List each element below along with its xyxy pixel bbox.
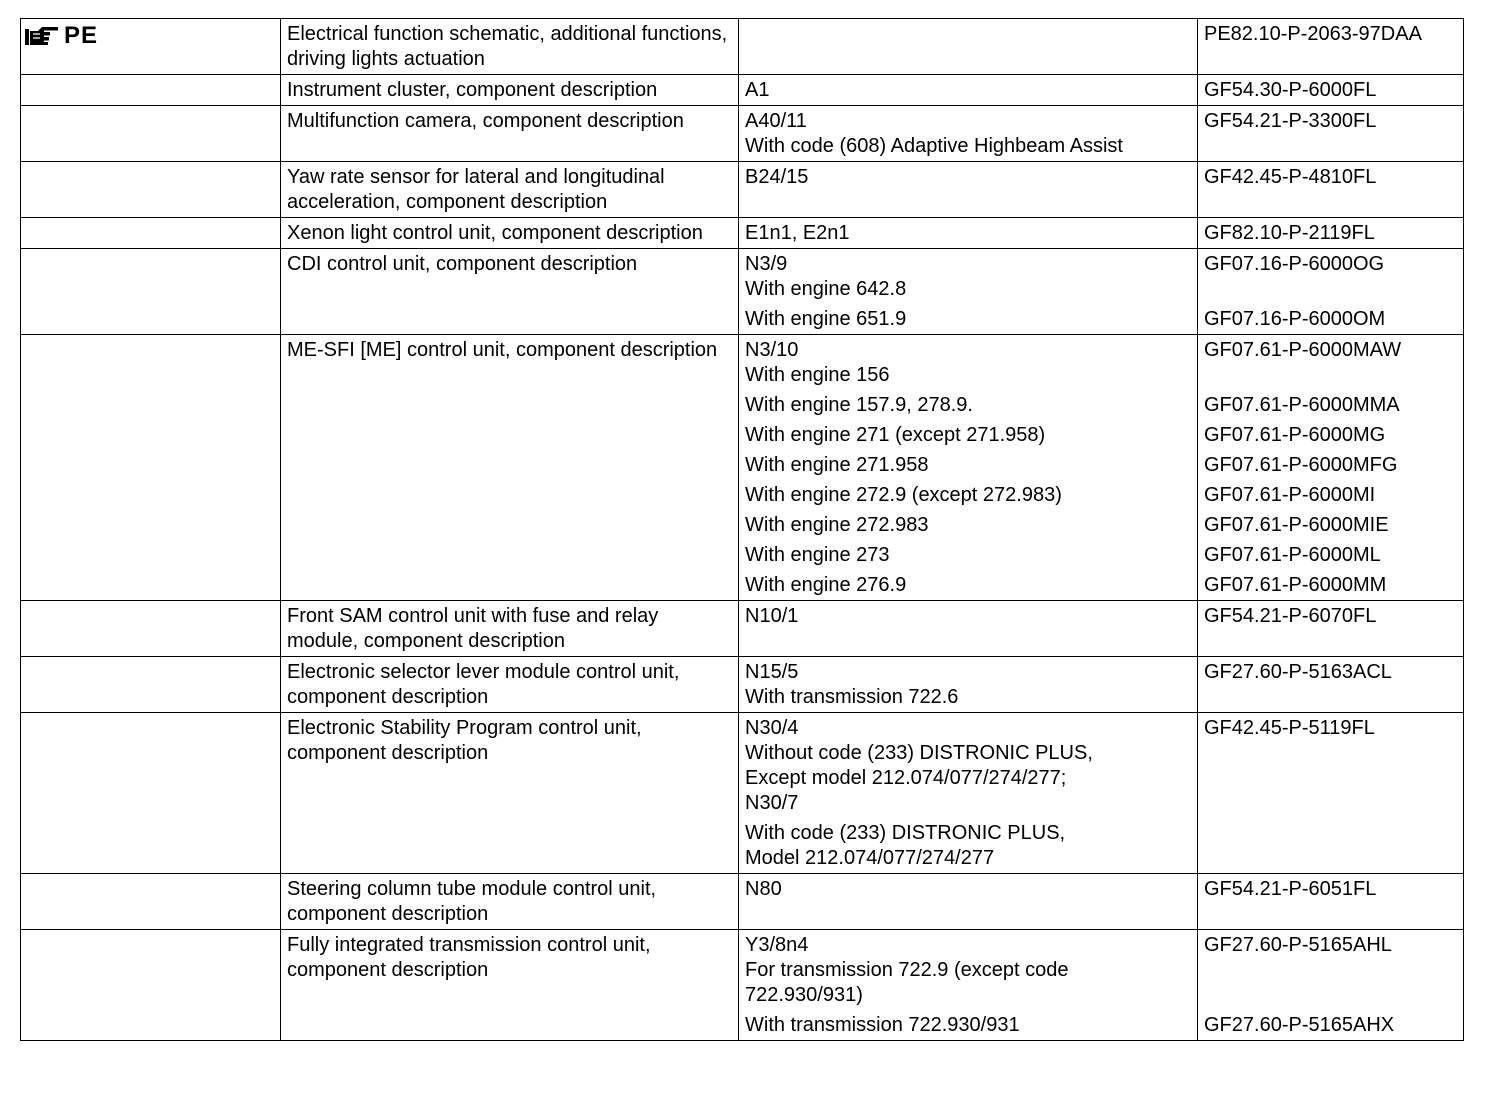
- note-text: A1: [745, 79, 770, 101]
- component-notes: [739, 713, 1198, 874]
- marker-cell: [21, 930, 281, 1041]
- note-text: Y3/8n4 For transmission 722.9 (except code 722.930/931): [745, 934, 1069, 1006]
- document-numbers: [1198, 249, 1464, 335]
- document-numbers: [1198, 75, 1464, 106]
- marker-cell: [21, 657, 281, 713]
- component-description: CDI control unit, component description: [281, 249, 739, 335]
- component-notes: [739, 218, 1198, 249]
- document-numbers: [1198, 601, 1464, 657]
- table-row: [21, 218, 1464, 249]
- marker-cell: [21, 19, 281, 75]
- document-link[interactable]: GF42.45-P-5119FL: [1204, 717, 1375, 739]
- marker-cell: [21, 713, 281, 874]
- document-link[interactable]: GF54.21-P-3300FL: [1204, 110, 1377, 132]
- component-description: Front SAM control unit with fuse and relay module, component description: [281, 601, 739, 657]
- note-text: B24/15: [745, 166, 809, 188]
- pe-marker: [24, 22, 98, 50]
- pe-label: PE: [64, 22, 99, 49]
- reference-table: [20, 18, 1464, 1041]
- document-link[interactable]: GF07.61-P-6000MMA: [1204, 394, 1400, 416]
- document-numbers: [1198, 335, 1464, 601]
- table-row: [21, 249, 1464, 335]
- component-description: Fully integrated transmission control unit, component description: [281, 930, 739, 1041]
- component-description: Instrument cluster, component description: [281, 75, 739, 106]
- marker-cell: [21, 75, 281, 106]
- table-row: [21, 106, 1464, 162]
- marker-cell: [21, 162, 281, 218]
- header-doc-link[interactable]: PE82.10-P-2063-97DAA: [1198, 19, 1464, 75]
- component-notes: [739, 930, 1198, 1041]
- document-link[interactable]: GF07.61-P-6000ML: [1204, 544, 1381, 566]
- document-link[interactable]: GF07.16-P-6000OM: [1204, 308, 1386, 330]
- document-link[interactable]: GF54.30-P-6000FL: [1204, 79, 1377, 101]
- component-description: Yaw rate sensor for lateral and longitudinal acceleration, component description: [281, 162, 739, 218]
- component-description: Electronic selector lever module control unit, component description: [281, 657, 739, 713]
- component-notes: [739, 106, 1198, 162]
- document-link[interactable]: GF82.10-P-2119FL: [1204, 222, 1375, 244]
- component-notes: [739, 601, 1198, 657]
- component-notes: [739, 657, 1198, 713]
- document-numbers: [1198, 162, 1464, 218]
- note-text: With engine 271.958: [745, 454, 929, 476]
- pointing-hand-icon: [24, 23, 60, 49]
- component-notes: [739, 335, 1198, 601]
- marker-cell: [21, 106, 281, 162]
- note-text: With engine 276.9: [745, 574, 907, 596]
- component-notes: [739, 249, 1198, 335]
- document-numbers: [1198, 657, 1464, 713]
- reference-table-body: [21, 19, 1464, 1041]
- table-row: [21, 930, 1464, 1041]
- document-link[interactable]: GF07.61-P-6000MAW: [1204, 339, 1402, 361]
- table-row: [21, 162, 1464, 218]
- document-link[interactable]: GF07.61-P-6000MG: [1204, 424, 1386, 446]
- component-description: ME-SFI [ME] control unit, component description: [281, 335, 739, 601]
- document-link[interactable]: GF27.60-P-5163ACL: [1204, 661, 1392, 683]
- note-text: With engine 157.9, 278.9.: [745, 394, 973, 416]
- marker-cell: [21, 601, 281, 657]
- document-link[interactable]: GF42.45-P-4810FL: [1204, 166, 1377, 188]
- document-link[interactable]: GF54.21-P-6051FL: [1204, 878, 1377, 900]
- marker-cell: [21, 249, 281, 335]
- component-description: Multifunction camera, component description: [281, 106, 739, 162]
- component-description: Steering column tube module control unit, component description: [281, 874, 739, 930]
- table-row: [21, 75, 1464, 106]
- marker-cell: [21, 218, 281, 249]
- document-link[interactable]: GF07.61-P-6000MFG: [1204, 454, 1398, 476]
- component-notes: [739, 75, 1198, 106]
- header-note: [739, 19, 1198, 75]
- document-numbers: [1198, 874, 1464, 930]
- component-description: Xenon light control unit, component description: [281, 218, 739, 249]
- note-text: N3/10 With engine 156: [745, 339, 890, 386]
- note-text: With code (233) DISTRONIC PLUS, Model 212.074/077/274/277: [745, 822, 1066, 869]
- table-row: [21, 335, 1464, 601]
- component-description: Electronic Stability Program control unit, component description: [281, 713, 739, 874]
- document-link[interactable]: GF07.16-P-6000OG: [1204, 253, 1385, 275]
- note-text: With engine 272.9 (except 272.983): [745, 484, 1062, 506]
- note-text: With engine 273: [745, 544, 890, 566]
- note-text: With transmission 722.930/931: [745, 1014, 1020, 1036]
- note-text: E1n1, E2n1: [745, 222, 850, 244]
- note-text: N15/5 With transmission 722.6: [745, 661, 959, 708]
- marker-cell: [21, 335, 281, 601]
- header-row: [21, 19, 1464, 75]
- document-link[interactable]: GF07.61-P-6000MM: [1204, 574, 1387, 596]
- document-link[interactable]: GF27.60-P-5165AHL: [1204, 934, 1392, 956]
- document-link[interactable]: GF07.61-P-6000MI: [1204, 484, 1376, 506]
- table-row: [21, 713, 1464, 874]
- component-notes: [739, 162, 1198, 218]
- document-numbers: [1198, 218, 1464, 249]
- note-text: N3/9 With engine 642.8: [745, 253, 907, 300]
- document-numbers: [1198, 930, 1464, 1041]
- document-numbers: [1198, 713, 1464, 874]
- note-text: N80: [745, 878, 782, 900]
- note-text: With engine 651.9: [745, 308, 907, 330]
- note-text: With engine 271 (except 271.958): [745, 424, 1046, 446]
- note-text: With engine 272.983: [745, 514, 929, 536]
- document-numbers: [1198, 106, 1464, 162]
- table-row: [21, 657, 1464, 713]
- document-link[interactable]: GF27.60-P-5165AHX: [1204, 1014, 1395, 1036]
- note-text: A40/11 With code (608) Adaptive Highbeam Assist: [745, 110, 1123, 157]
- header-description: Electrical function schematic, additional functions, driving lights actuation: [281, 19, 739, 75]
- note-text: N30/4 Without code (233) DISTRONIC PLUS, Except model 212.074/077/274/277; N30/7: [745, 717, 1093, 814]
- table-row: [21, 874, 1464, 930]
- document-link[interactable]: GF07.61-P-6000MIE: [1204, 514, 1389, 536]
- table-row: [21, 601, 1464, 657]
- document-link[interactable]: [1204, 821, 1457, 871]
- marker-cell: [21, 874, 281, 930]
- note-text: N10/1: [745, 605, 799, 627]
- component-notes: [739, 874, 1198, 930]
- document-link[interactable]: GF54.21-P-6070FL: [1204, 605, 1377, 627]
